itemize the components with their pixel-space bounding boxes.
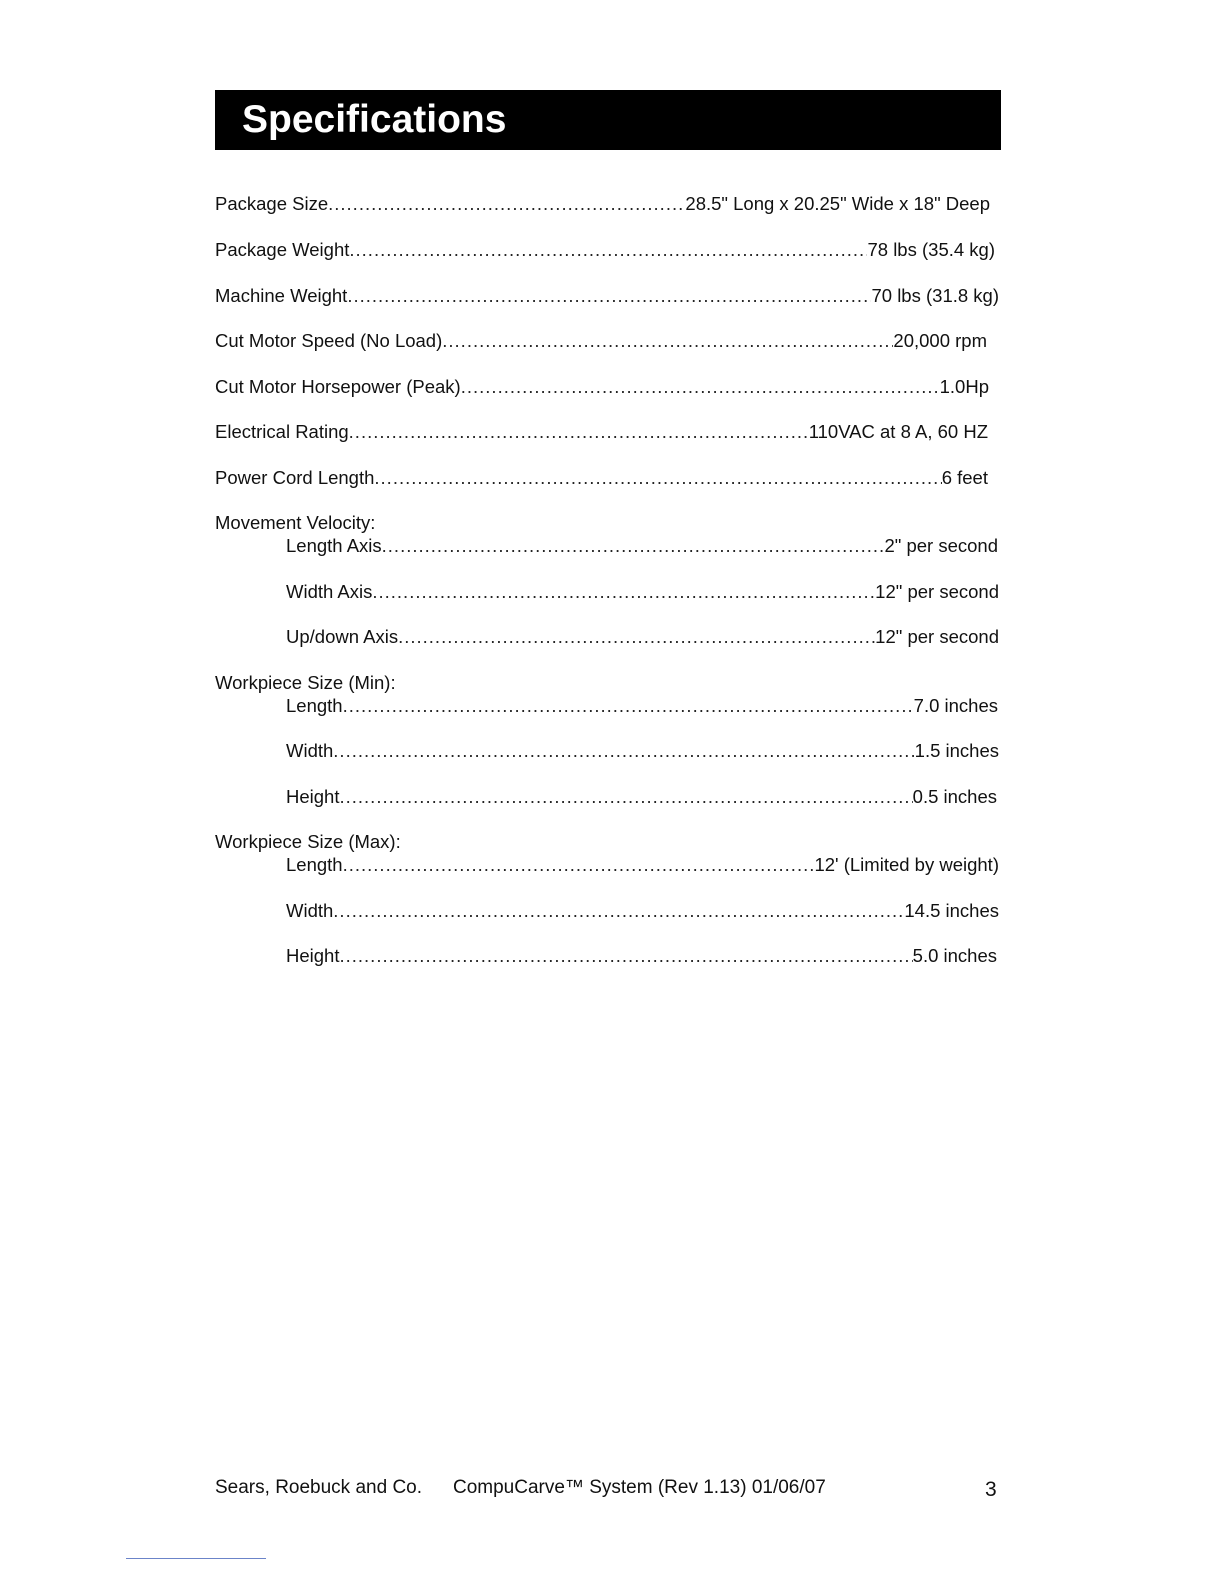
spec-row-length-axis [286,534,998,558]
leader-dots [343,694,914,718]
group-heading-workpiece-max: Workpiece Size (Max): [215,831,401,852]
spec-value: 6 feet [941,467,988,488]
spec-row-updown-axis [286,625,999,649]
leader-dots [398,625,875,649]
spec-label: Width Axis [286,581,373,602]
leader-dots [328,192,685,216]
spec-label: Machine Weight [215,285,348,306]
spec-label: Up/down Axis [286,626,399,647]
spec-value: 20,000 rpm [893,330,987,351]
leader-dots [374,466,941,490]
leader-dots [347,284,871,308]
spec-row-power-cord-length [215,466,988,490]
footer-company: Sears, Roebuck and Co. [215,1477,423,1498]
spec-row-width-axis [286,580,999,604]
spec-value: 70 lbs (31.8 kg) [871,285,999,306]
spec-value: 78 lbs (35.4 kg) [867,239,995,260]
leader-dots [339,944,912,968]
spec-value: 1.0Hp [939,376,989,397]
page-number: 3 [985,1478,997,1501]
spec-row-cut-motor-speed [215,329,987,353]
spec-label: Height [286,945,340,966]
spec-value: 1.5 inches [914,740,999,761]
spec-value: 7.0 inches [913,695,998,716]
spec-row-max-height [286,944,997,968]
group-heading-movement-velocity: Movement Velocity: [215,512,376,533]
section-title-bar [215,90,1001,150]
spec-label: Power Cord Length [215,467,375,488]
leader-dots [372,580,875,604]
spec-label: Cut Motor Speed (No Load) [215,330,443,351]
spec-label: Package Weight [215,239,350,260]
spec-label: Length Axis [286,535,382,556]
spec-row-max-width [286,899,999,923]
group-heading-workpiece-min: Workpiece Size (Min): [215,672,396,693]
spec-label: Length [286,695,343,716]
spec-label: Width [286,900,334,921]
spec-row-min-height [286,785,997,809]
spec-value: 14.5 inches [904,900,999,921]
spec-value: 28.5" Long x 20.25" Wide x 18" Deep [685,193,990,214]
footer-product: CompuCarve™ System (Rev 1.13) 01/06/07 [453,1477,826,1498]
leader-dots [442,329,893,353]
leader-dots [349,420,809,444]
spec-label: Electrical Rating [215,421,349,442]
leader-dots [382,534,885,558]
spec-row-electrical-rating [215,420,988,444]
spec-row-package-size [215,192,990,216]
leader-dots [343,853,815,877]
spec-row-package-weight [215,238,995,262]
spec-label: Length [286,854,343,875]
spec-row-machine-weight [215,284,999,308]
page-title: Specifications [242,98,507,141]
leader-dots [461,375,940,399]
spec-value: 5.0 inches [912,945,997,966]
spec-value: 2" per second [884,535,998,556]
spec-row-min-width [286,739,999,763]
leader-dots [333,899,904,923]
spec-label: Width [286,740,334,761]
spec-value: 12' (Limited by weight) [814,854,999,875]
bottom-rule [126,1558,266,1559]
spec-value: 12" per second [875,626,999,647]
leader-dots [349,238,867,262]
spec-value: 12" per second [875,581,999,602]
spec-label: Height [286,786,340,807]
spec-label: Package Size [215,193,329,214]
spec-row-max-length [286,853,999,877]
spec-row-min-length [286,694,998,718]
spec-value: 110VAC at 8 A, 60 HZ [808,421,988,442]
spec-value: 0.5 inches [912,786,997,807]
spec-row-cut-motor-horsepower [215,375,989,399]
leader-dots [333,739,914,763]
spec-label: Cut Motor Horsepower (Peak) [215,376,461,397]
leader-dots [339,785,912,809]
